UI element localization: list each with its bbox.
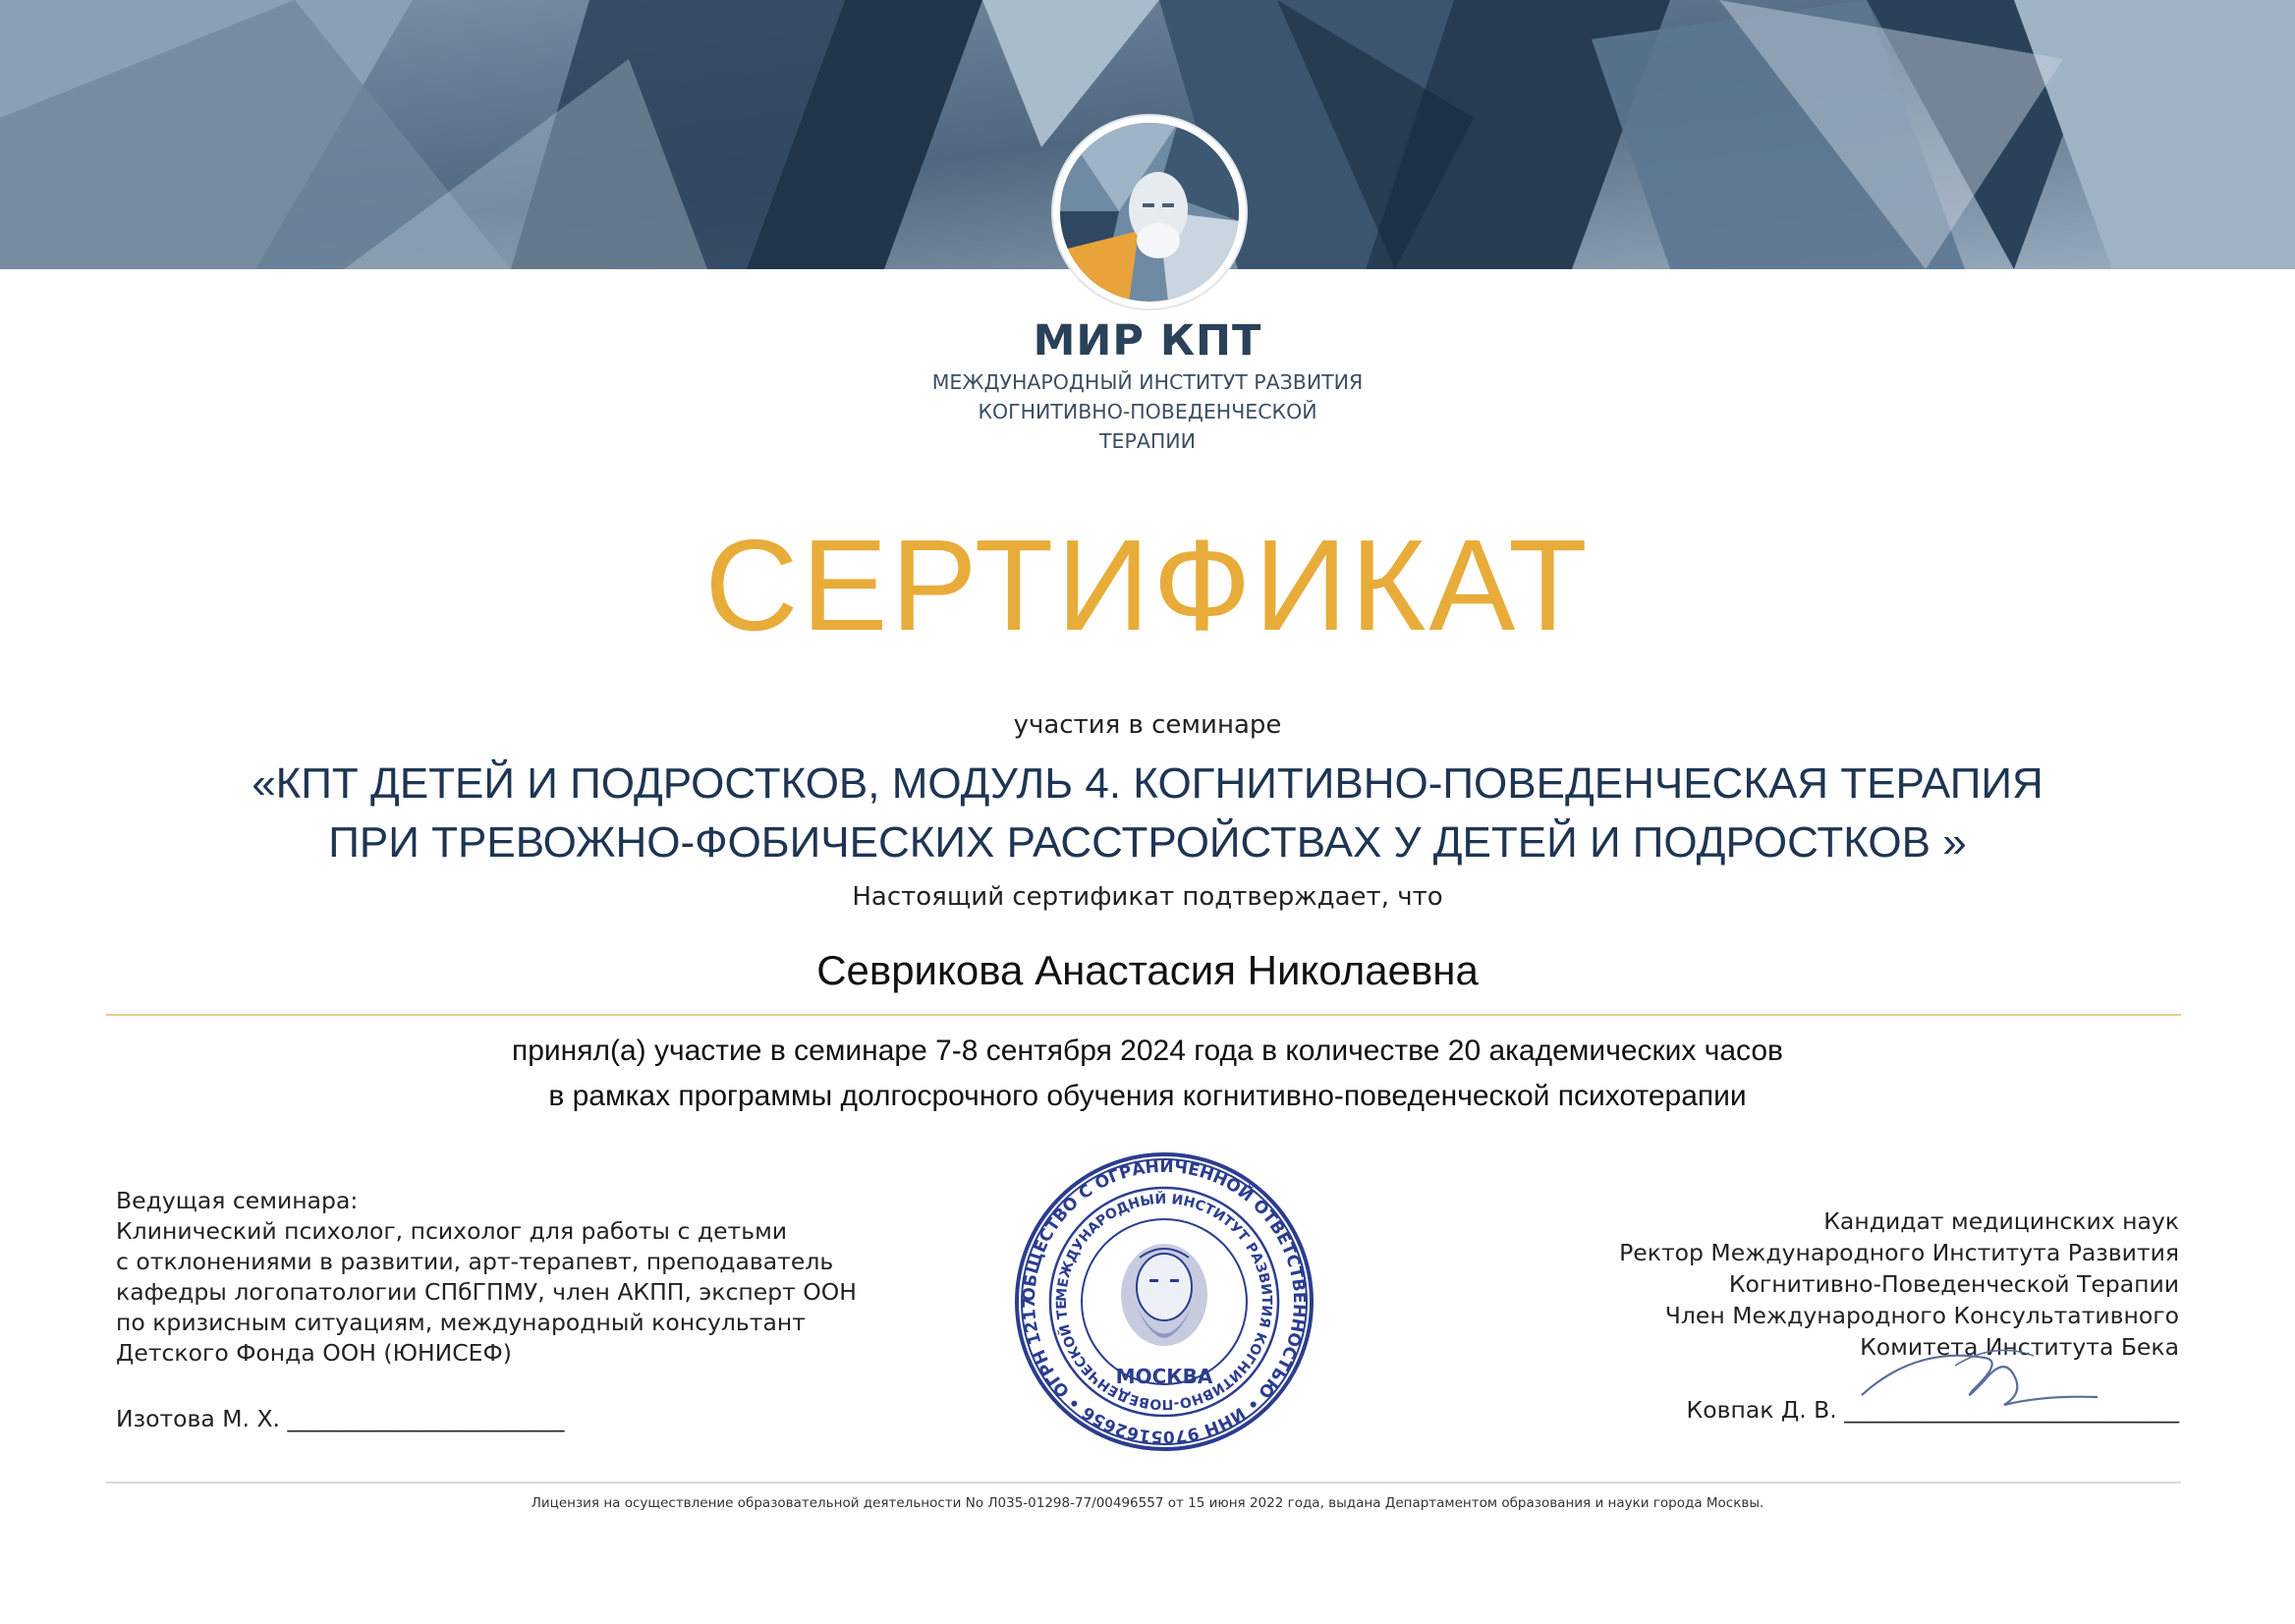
stamp-outer-text: ОБЩЕСТВО С ОГРАНИЧЕННОЙ ОТВЕТСТВЕННОСТЬЮ • ИНН 9705162656 • ОГРН 1217 — [1019, 1156, 1310, 1447]
portrait-icon — [1121, 1244, 1207, 1346]
brand-subtitle-line: МЕЖДУНАРОДНЫЙ ИНСТИТУТ РАЗВИТИЯ — [931, 370, 1364, 394]
lecturer-line: Ведущая семинара: — [116, 1187, 359, 1214]
round-seal-icon — [1012, 1149, 1316, 1454]
seminar-title-line: ПРИ ТРЕВОЖНО-ФОБИЧЕСКИХ РАССТРОЙСТВАХ У ДЕТЕЙ И ПОДРОСТКОВ » — [328, 818, 1967, 867]
rector-line: Член Международного Консультативного — [1664, 1302, 2179, 1329]
participation-line: принял(а) участие в семинаре 7-8 сентября 2024 года в количестве 20 академических часов — [511, 1035, 1783, 1067]
confirm-text: Настоящий сертификат подтверждает, что — [852, 882, 1443, 912]
rector-line: Кандидат медицинских наук — [1823, 1207, 2179, 1235]
divider — [106, 1014, 2181, 1016]
official-stamp — [1012, 1149, 1316, 1458]
rector-line: Комитета Института Бека — [1860, 1333, 2179, 1361]
portrait-seal-logo-icon — [1060, 123, 1239, 302]
brand-subtitle-line: КОГНИТИВНО-ПОВЕДЕНЧЕСКОЙ — [978, 400, 1317, 423]
logo-circle — [1053, 116, 1246, 308]
certificate-title: СЕРТИФИКАТ — [704, 513, 1591, 657]
rector-signature-line: Ковпак Д. В. _____________________________ — [1686, 1396, 2179, 1424]
license-text: Лицензия на осуществление образовательной деятельности No Л035-01298-77/00496557 от 15 июня 2022 года, выдана Департаментом образования и науки города Москвы. — [531, 1495, 1764, 1511]
footer-divider — [106, 1482, 2181, 1484]
rector-line: Когнитивно-Поведенческой Терапии — [1728, 1270, 2179, 1298]
rector-line: Ректор Международного Института Развития — [1619, 1239, 2179, 1266]
recipient-name: Севрикова Анастасия Николаевна — [816, 947, 1479, 993]
seminar-intro: участия в семинаре — [1013, 710, 1282, 740]
stamp-city: МОСКВА — [1115, 1365, 1213, 1388]
lecturer-block — [116, 1186, 863, 1369]
seminar-title-line: «КПТ ДЕТЕЙ И ПОДРОСТКОВ, МОДУЛЬ 4. КОГНИТИВНО-ПОВЕДЕНЧЕСКАЯ ТЕРАПИЯ — [252, 759, 2043, 808]
stamp-inner-text: МЕЖДУНАРОДНЫЙ ИНСТИТУТ РАЗВИТИЯ КОГНИТИВНО-ПОВЕДЕНЧЕСКОЙ ТЕ — [1053, 1191, 1275, 1413]
brand-name: МИР КПТ — [1033, 316, 1262, 365]
lecturer-line: по кризисным ситуациям, международный консультант — [116, 1309, 806, 1336]
lecturer-line: Детского Фонда ООН (ЮНИСЕФ) — [116, 1339, 512, 1367]
lecturer-line: кафедры логопатологии СПбГПМУ, член АКПП, эксперт ООН — [116, 1278, 857, 1306]
brand-subtitle-line: ТЕРАПИИ — [1099, 429, 1196, 453]
participation-line: в рамках программы долгосрочного обучения когнитивно-поведенческой психотерапии — [548, 1080, 1747, 1112]
lecturer-signature-line: Изотова М. Х. ________________________ — [116, 1405, 565, 1432]
lecturer-line: Клинический психолог, психолог для работы с детьми — [116, 1217, 788, 1245]
lecturer-line: с отклонениями в развитии, арт-терапевт, преподаватель — [116, 1248, 834, 1275]
